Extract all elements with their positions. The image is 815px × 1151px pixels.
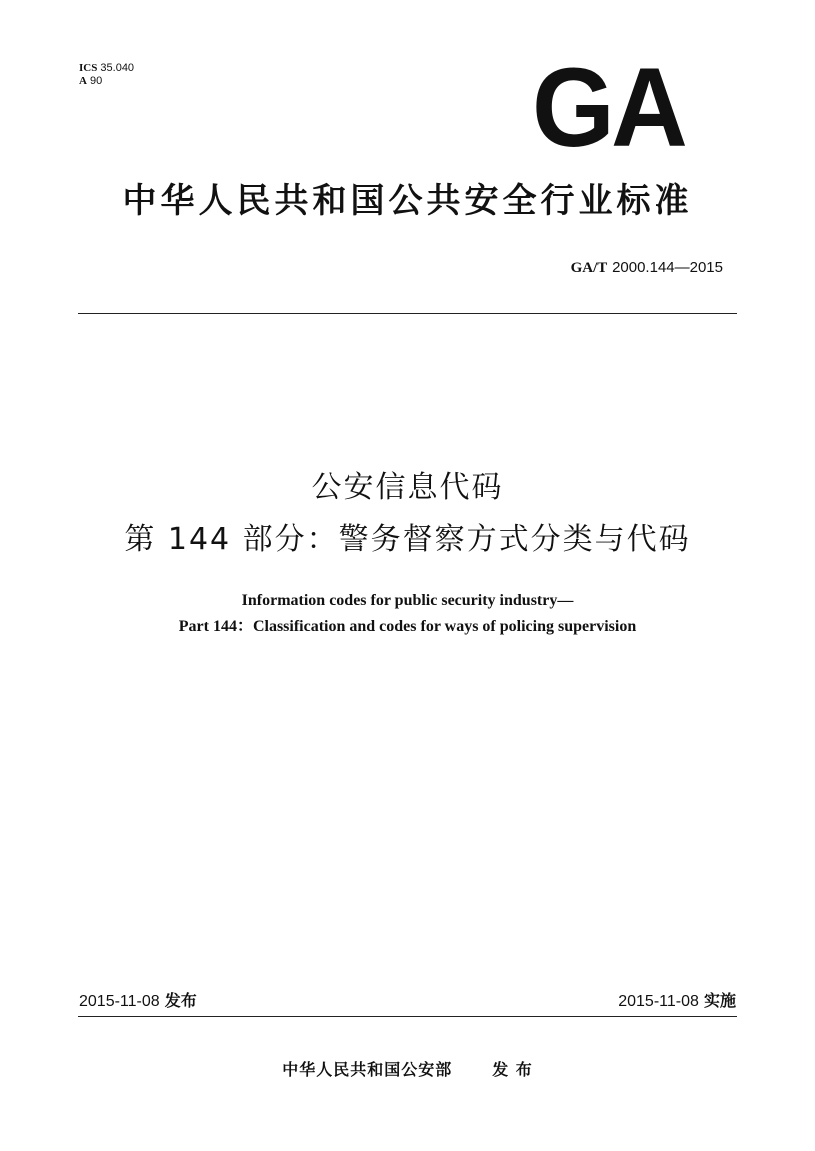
title-cn-main: 公安信息代码: [311, 470, 504, 505]
publisher-name: 中华人民共和国公安部: [282, 1060, 453, 1079]
ics-value: 35.040: [100, 62, 135, 74]
issue-date-label: 发布: [164, 991, 197, 1010]
impl-date-value: 2015-11-08: [618, 993, 699, 1010]
publisher: [0, 1057, 815, 1080]
standard-category: 中华人民共和国公共安全行业标准: [122, 181, 693, 221]
ics-label: ICS: [79, 62, 98, 74]
classification-codes: [79, 62, 134, 88]
title-cn-part: 第 144 部分：警务督察方式分类与代码: [124, 522, 691, 557]
ccs-code: [79, 75, 134, 88]
standard-code: [571, 258, 723, 277]
implementation-date: [618, 991, 736, 1012]
publisher-action: 发 布: [492, 1060, 533, 1079]
ccs-value: 90: [90, 75, 103, 87]
title-en-part: Part 144：Classification and codes for ways of policing supervision: [178, 618, 637, 635]
ccs-label: A: [79, 75, 87, 87]
standard-code-number: 2000.144—2015: [612, 259, 723, 276]
issue-date-value: 2015-11-08: [79, 993, 160, 1010]
title-en-main: Information codes for public security industry—: [241, 592, 574, 609]
impl-date-label: 实施: [703, 991, 736, 1010]
ga-logo: GA: [532, 45, 684, 170]
issue-date: [79, 991, 197, 1012]
ics-code: [79, 62, 134, 75]
top-divider: [78, 313, 737, 314]
bottom-divider: [78, 1016, 737, 1017]
standard-code-prefix: GA/T: [570, 260, 608, 276]
